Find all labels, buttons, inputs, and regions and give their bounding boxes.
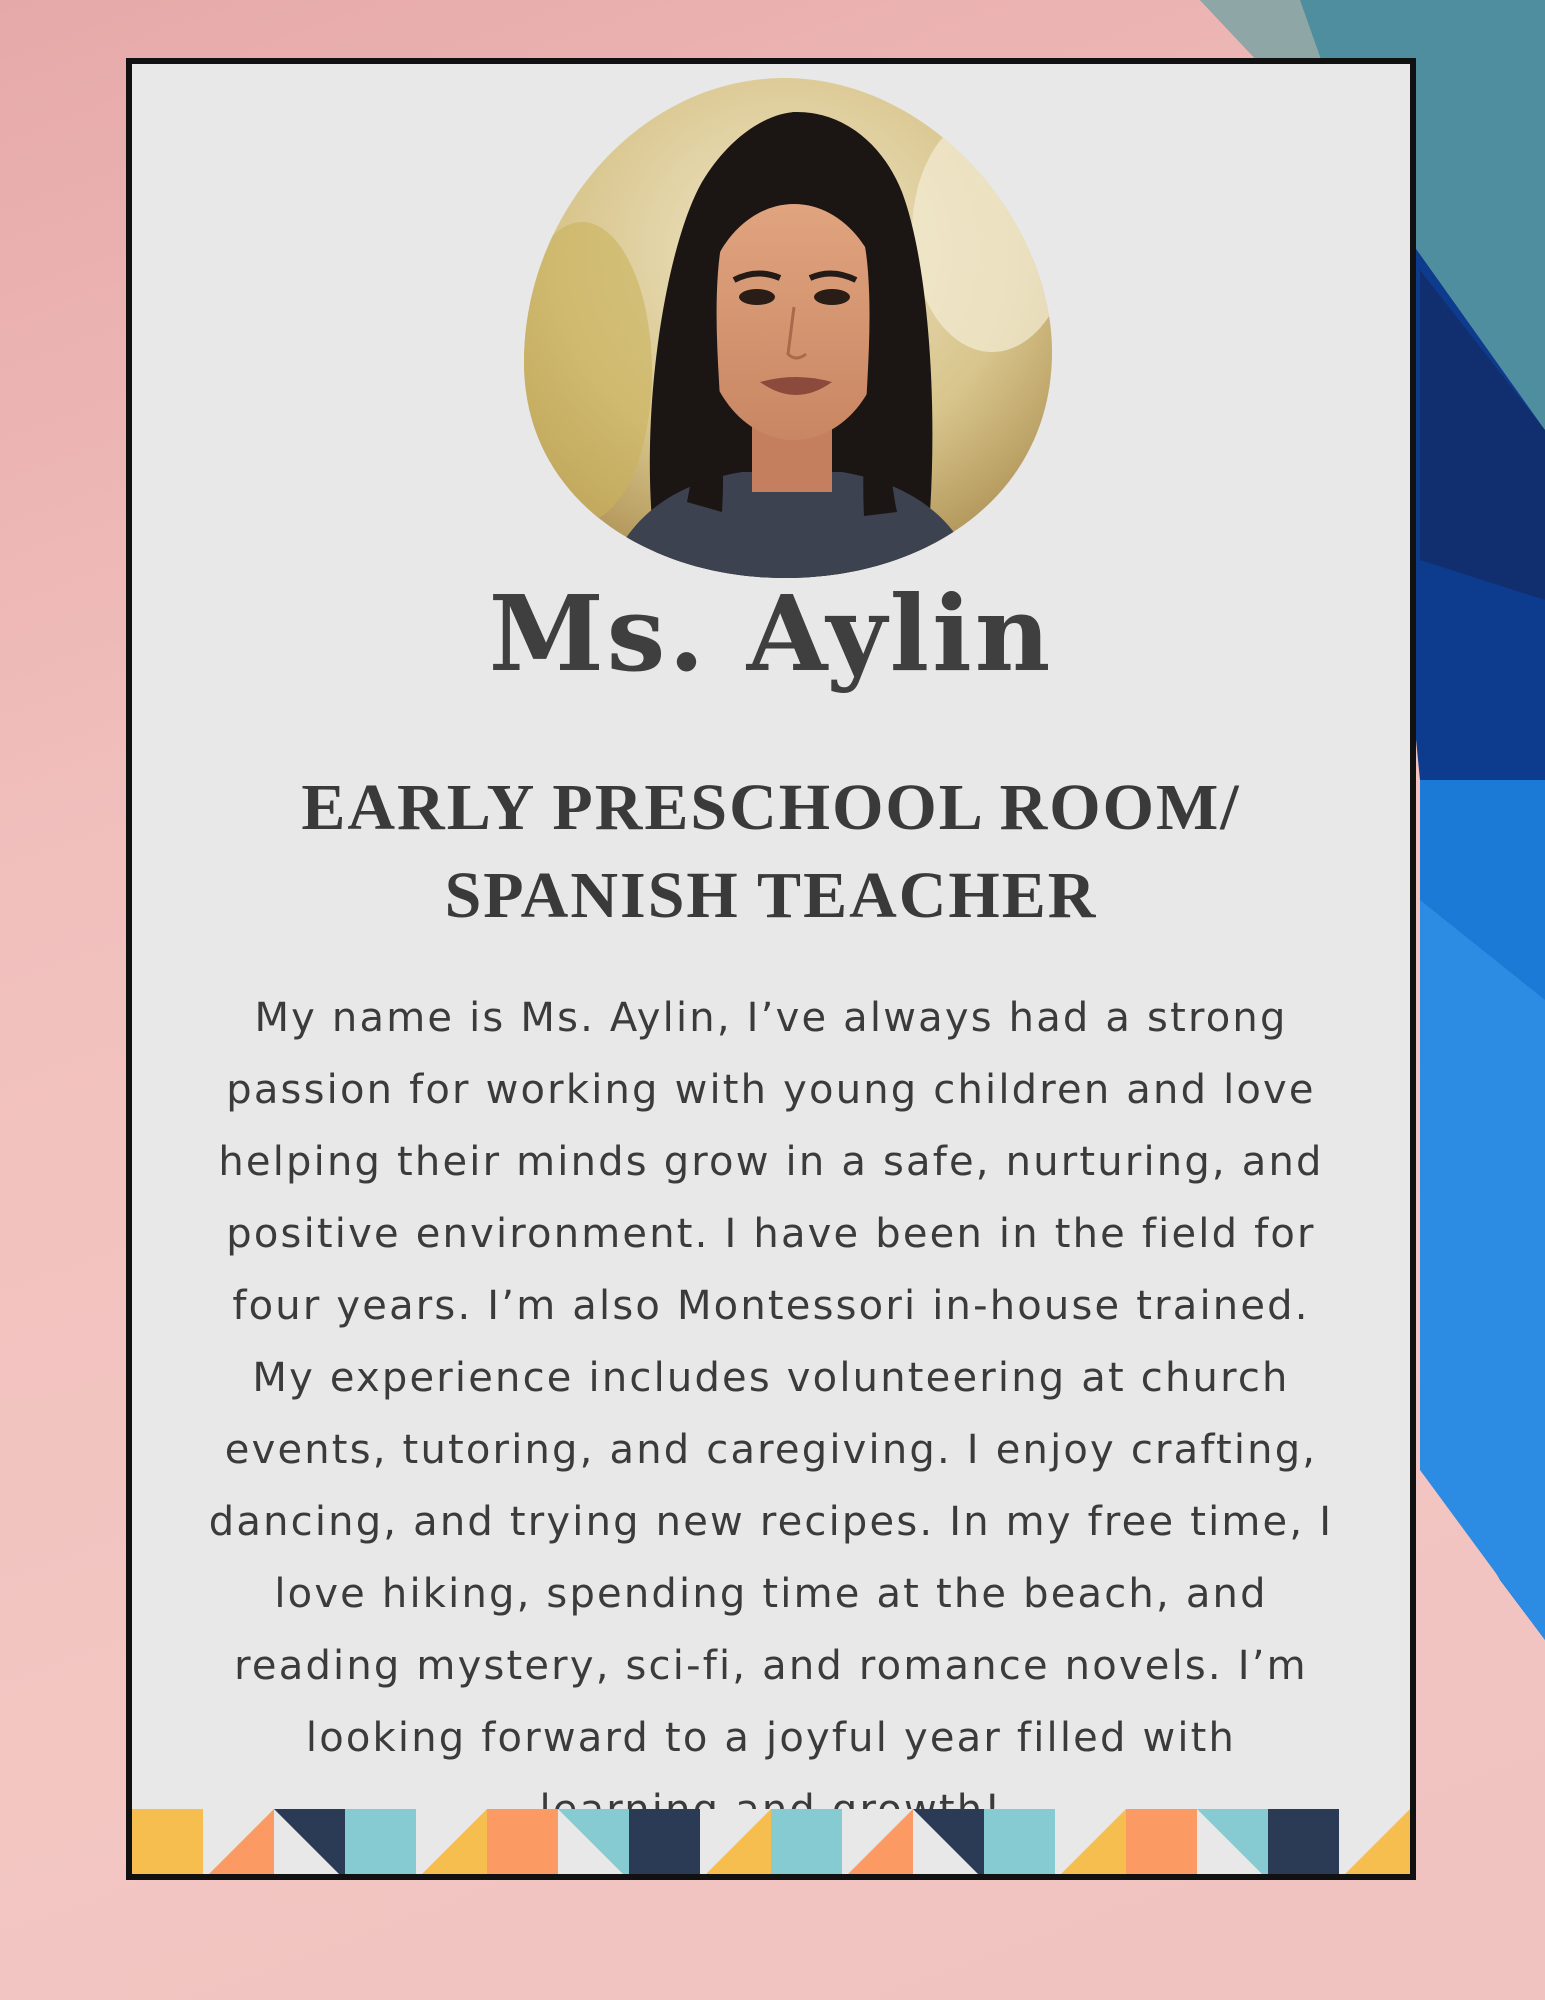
pattern-tile — [345, 1809, 417, 1880]
bio-line: reading mystery, sci-fi, and romance novels. I’m — [234, 1643, 1308, 1689]
pattern-tile — [1126, 1809, 1198, 1880]
portrait-icon — [512, 72, 1056, 584]
bio-line: passion for working with young children and love — [226, 1067, 1316, 1113]
bio-line: dancing, and trying new recipes. In my free time, I — [208, 1499, 1334, 1545]
role-line: EARLY PRESCHOOL ROOM/ — [301, 771, 1241, 844]
teacher-bio — [152, 982, 1390, 1846]
pattern-tile — [629, 1809, 701, 1880]
pattern-tile — [487, 1809, 559, 1880]
teacher-role — [132, 764, 1410, 940]
bio-line: My experience includes volunteering at church — [252, 1355, 1290, 1401]
bio-line: events, tutoring, and caregiving. I enjoy crafting, — [224, 1427, 1318, 1473]
bio-line: helping their minds grow in a safe, nurturing, and — [218, 1139, 1324, 1185]
pattern-tile — [1268, 1809, 1340, 1880]
teacher-card — [126, 58, 1416, 1880]
geometric-pattern — [132, 1809, 1410, 1880]
teacher-photo — [512, 72, 1056, 584]
bio-line: looking forward to a joyful year filled with — [305, 1715, 1237, 1761]
bio-line: love hiking, spending time at the beach, and — [274, 1571, 1268, 1617]
pattern-tile — [132, 1809, 204, 1880]
pattern-tile — [771, 1809, 843, 1880]
bio-line: positive environment. I have been in the field for — [226, 1211, 1316, 1257]
bio-line: four years. I’m also Montessori in-house trained. — [232, 1283, 1310, 1329]
role-line: SPANISH TEACHER — [444, 859, 1098, 932]
teacher-name: Ms. Aylin — [488, 572, 1054, 695]
bio-line: My name is Ms. Aylin, I’ve always had a strong — [254, 995, 1288, 1041]
decorative-pattern-border — [132, 1809, 1410, 1880]
pattern-tile — [984, 1809, 1056, 1880]
